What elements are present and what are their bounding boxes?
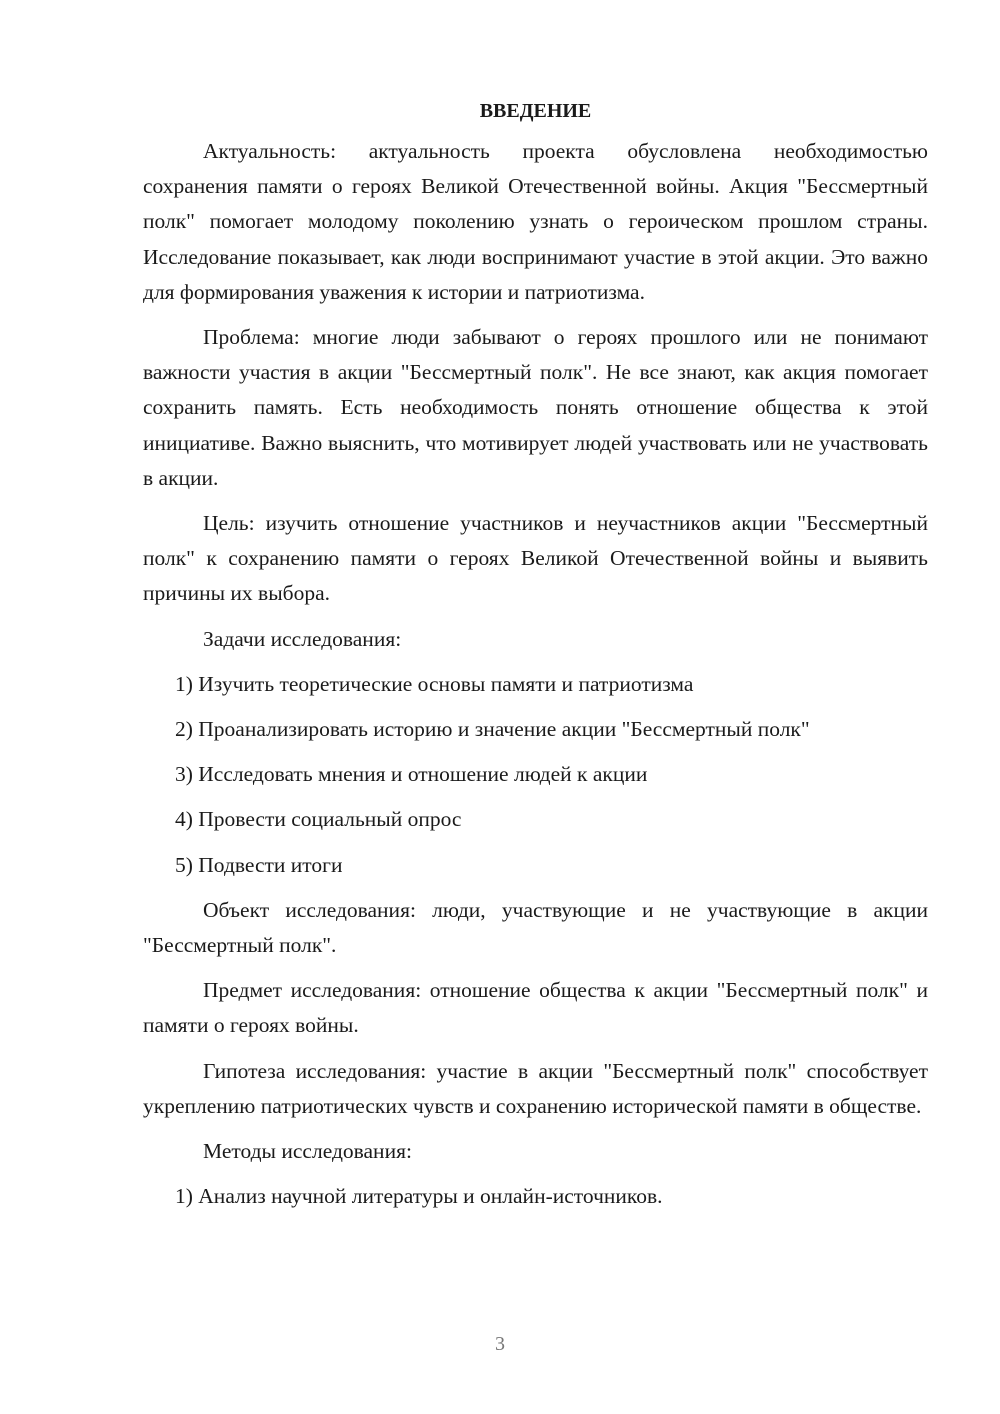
method-item: 1) Анализ научной литературы и онлайн-источников. bbox=[175, 1184, 663, 1209]
methods-list bbox=[143, 1179, 928, 1214]
task-item: 4) Провести социальный опрос bbox=[175, 807, 462, 832]
problem-paragraph: Проблема: многие люди забывают о героях прошлого или не понимают важности участия в акции "Бессмертный полк". Не все знают, как акция помогает сохранить память. Есть необходимость понять отношение общества к этой инициативе. Важно выяснить, что мотивирует людей участвовать или не участвовать в акции. bbox=[143, 325, 928, 490]
hypothesis-paragraph: Гипотеза исследования: участие в акции "Бессмертный полк" способствует укреплению патриотических чувств и сохранению исторической памяти в обществе. bbox=[143, 1058, 928, 1118]
task-item: 2) Проанализировать историю и значение акции "Бессмертный полк" bbox=[175, 717, 810, 742]
subject-paragraph: Предмет исследования: отношение общества к акции "Бессмертный полк" и памяти о героях войны. bbox=[143, 978, 928, 1038]
document-page bbox=[143, 96, 928, 1224]
relevance-paragraph: Актуальность: актуальность проекта обусловлена необходимостью сохранения памяти о героях Великой Отечественной войны. Акция "Бессмертный полк" помогает молодому поколению узнать о героическом прошлом страны. Исследование показывает, как люди воспринимают участие в этой акции. Это важно для формирования уважения к истории и патриотизма. bbox=[143, 139, 928, 304]
tasks-label: Задачи исследования: bbox=[203, 626, 402, 651]
task-item: 5) Подвести итоги bbox=[175, 852, 343, 877]
object-paragraph: Объект исследования: люди, участвующие и не участвующие в акции "Бессмертный полк". bbox=[143, 897, 928, 958]
tasks-list bbox=[143, 667, 928, 883]
task-item: 3) Исследовать мнения и отношение людей к акции bbox=[175, 762, 648, 787]
goal-paragraph: Цель: изучить отношение участников и неучастников акции "Бессмертный полк" к сохранению памяти о героях Великой Отечественной войны и выявить причины их выбора. bbox=[143, 511, 928, 606]
page-number: 3 bbox=[495, 1333, 505, 1355]
task-item: 1) Изучить теоретические основы памяти и патриотизма bbox=[175, 671, 694, 696]
methods-label: Методы исследования: bbox=[203, 1139, 412, 1164]
section-title: ВВЕДЕНИЕ bbox=[479, 100, 592, 122]
